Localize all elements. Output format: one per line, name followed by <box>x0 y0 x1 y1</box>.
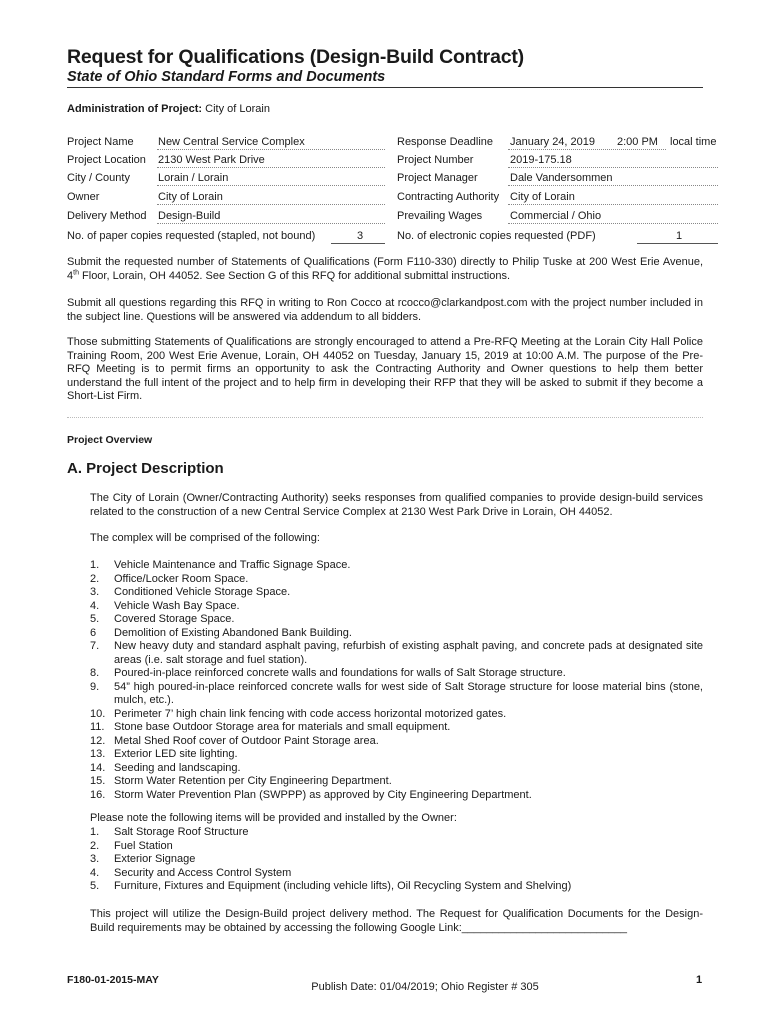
list-item-number: 7. <box>90 640 100 652</box>
owner-items-intro: Please note the following items will be provided and installed by the Owner: <box>90 812 457 824</box>
list-item-text: Metal Shed Roof cover of Outdoor Paint Storage area. <box>114 734 379 747</box>
project-location-label: Project Location <box>67 154 146 166</box>
document-subtitle: State of Ohio Standard Forms and Documents <box>67 69 386 85</box>
list-item <box>90 789 703 803</box>
list-item-text: Salt Storage Roof Structure <box>114 826 249 838</box>
title-rule <box>67 87 703 88</box>
section-a-title: A. Project Description <box>67 460 224 477</box>
contracting-authority-value: City of Lorain <box>510 191 575 203</box>
list-item-text: Exterior LED site lighting. <box>114 748 238 760</box>
list-item <box>90 840 703 854</box>
complex-components-list <box>90 559 703 802</box>
response-deadline-label: Response Deadline <box>397 136 494 148</box>
list-item-text: Poured-in-place reinforced concrete walls and foundations for walls of Salt Storage structure. <box>114 667 566 679</box>
delivery-method-underline <box>157 223 385 224</box>
list-item-text: Storm Water Retention per City Engineering Department. <box>114 775 392 787</box>
list-item-number: 8. <box>90 667 100 679</box>
list-item-text: Exterior Signage <box>114 853 196 865</box>
list-item <box>90 775 703 789</box>
list-item-number: 13. <box>90 748 106 760</box>
project-manager-value: Dale Vandersommen <box>510 172 613 184</box>
list-item <box>90 586 703 600</box>
electronic-copies-label: No. of electronic copies requested (PDF) <box>397 230 596 242</box>
list-item-text: Vehicle Wash Bay Space. <box>114 599 240 612</box>
response-deadline-time: 2:00 PM <box>617 136 658 148</box>
response-deadline-underline <box>508 149 666 150</box>
list-item <box>90 826 703 840</box>
page-number: 1 <box>696 974 703 986</box>
list-item <box>90 559 703 573</box>
list-item-number: 5. <box>90 880 100 892</box>
owner-value: City of Lorain <box>158 191 223 203</box>
project-number-underline <box>508 167 718 168</box>
delivery-method-label: Delivery Method <box>67 210 147 222</box>
list-item <box>90 627 703 641</box>
project-name-underline <box>157 149 385 150</box>
list-item-number: 11. <box>90 721 105 733</box>
list-item-text: Office/Locker Room Space. <box>114 572 249 585</box>
list-item-number: 3. <box>90 853 100 865</box>
project-number-label: Project Number <box>397 154 474 166</box>
list-item-text: Vehicle Maintenance and Traffic Signage Space. <box>114 559 351 571</box>
project-overview-heading: Project Overview <box>67 434 153 446</box>
project-number-value: 2019-175.18 <box>510 154 572 166</box>
electronic-copies-underline <box>637 243 718 244</box>
list-item-number: 4. <box>90 599 100 612</box>
list-item-text: Demolition of Existing Abandoned Bank Building. <box>114 626 352 639</box>
list-item-text: 54” high poured-in-place reinforced concrete walls for west side of Salt Storage structure for loose material bins (stone, mulch, etc.). <box>114 680 703 706</box>
list-item-number: 3. <box>90 586 100 598</box>
list-item-number: 16. <box>90 788 106 801</box>
project-location-value: 2130 West Park Drive <box>158 154 265 166</box>
list-item-text: Security and Access Control System <box>114 866 292 879</box>
city-county-underline <box>157 185 385 186</box>
submission-superscript: th <box>73 268 79 276</box>
list-item-text: Perimeter 7’ high chain link fencing with code access horizontal motorized gates. <box>114 707 507 720</box>
list-item-text: New heavy duty and standard asphalt paving, refurbish of existing asphalt paving, and concrete pads at designated site areas (i.e. salt storage and fuel station). <box>114 640 703 666</box>
list-item-number: 2. <box>90 839 100 852</box>
project-manager-label: Project Manager <box>397 172 478 184</box>
list-item-text: Covered Storage Space. <box>114 613 235 625</box>
complex-intro: The complex will be comprised of the following: <box>90 532 320 544</box>
list-item <box>90 867 703 881</box>
list-item-text: Storm Water Prevention Plan (SWPPP) as approved by City Engineering Department. <box>114 788 532 801</box>
list-item-text: Seeding and landscaping. <box>114 761 241 774</box>
list-item-number: 2. <box>90 572 100 585</box>
list-item <box>90 853 703 867</box>
list-item-number: 6 <box>90 626 97 639</box>
list-item <box>90 748 703 762</box>
list-item-text: Furniture, Fixtures and Equipment (including vehicle lifts), Oil Recycling System and Shelving) <box>114 880 572 892</box>
delivery-method-value: Design-Build <box>158 210 221 222</box>
list-item-number: 10. <box>90 707 106 720</box>
list-item-text: Stone base Outdoor Storage area for materials and small equipment. <box>114 721 451 733</box>
list-item-number: 5. <box>90 613 100 625</box>
prevailing-wages-value: Commercial / Ohio <box>510 210 602 222</box>
list-item-number: 1. <box>90 559 100 571</box>
prevailing-wages-underline <box>508 223 718 224</box>
list-item-text: Conditioned Vehicle Storage Space. <box>114 586 291 598</box>
questions-paragraph: Submit all questions regarding this RFQ in writing to Ron Cocco at rcocco@clarkandpost.com with the project number included in the subject line. Questions will be answered via addendum to all bidders. <box>67 297 703 323</box>
submission-text-a: Submit the requested number of Statements of Qualifications (Form F110-330) directly to Philip Tuske at 200 West Erie Avenue, 4 <box>67 256 703 282</box>
list-item <box>90 573 703 587</box>
project-location-underline <box>157 167 385 168</box>
list-item <box>90 880 703 894</box>
list-item <box>90 613 703 627</box>
list-item-text: Fuel Station <box>114 839 173 852</box>
list-item-number: 9. <box>90 680 100 693</box>
project-name-label: Project Name <box>67 136 134 148</box>
list-item <box>90 681 703 708</box>
administration-value: City of Lorain <box>205 103 270 115</box>
list-item <box>90 667 703 681</box>
list-item-number: 15. <box>90 775 106 787</box>
prevailing-wages-label: Prevailing Wages <box>397 210 483 222</box>
list-item <box>90 640 703 667</box>
list-item <box>90 708 703 722</box>
city-county-value: Lorain / Lorain <box>158 172 229 184</box>
owner-provided-items-list <box>90 826 703 894</box>
owner-underline <box>157 204 385 205</box>
list-item <box>90 721 703 735</box>
project-description-intro: The City of Lorain (Owner/Contracting Authority) seeks responses from qualified companies to provide design-build services related to the construction of a new Central Service Complex at 2130 West Park Drive in Lorain, OH 44052. <box>90 492 703 518</box>
administration-label: Administration of Project: <box>67 103 203 115</box>
electronic-copies-value: 1 <box>676 230 683 242</box>
contracting-authority-label: Contracting Authority <box>397 191 500 203</box>
document-title: Request for Qualifications (Design-Build Contract) <box>67 46 524 68</box>
submission-text-b: Floor, Lorain, OH 44052. See Section G of this RFQ for additional submittal instructions. <box>78 269 511 282</box>
paper-copies-underline <box>331 243 385 244</box>
closing-paragraph: This project will utilize the Design-Build project delivery method. The Request for Qualification Documents for the Design-Build requirements may be obtained by accessing the following Google Link:___________________________ <box>90 908 703 934</box>
paper-copies-label: No. of paper copies requested (stapled, not bound) <box>67 230 316 242</box>
list-item-number: 4. <box>90 866 100 879</box>
list-item-number: 12. <box>90 734 106 747</box>
project-manager-underline <box>508 185 718 186</box>
city-county-label: City / County <box>67 172 130 184</box>
list-item <box>90 600 703 614</box>
paper-copies-value: 3 <box>357 230 364 242</box>
publish-date: Publish Date: 01/04/2019; Ohio Register # 305 <box>311 981 539 993</box>
response-deadline-date: January 24, 2019 <box>510 136 596 148</box>
owner-label: Owner <box>67 191 100 203</box>
response-deadline-suffix: local time <box>670 136 717 148</box>
section-separator <box>67 417 703 418</box>
contracting-authority-underline <box>508 204 718 205</box>
list-item <box>90 762 703 776</box>
list-item <box>90 735 703 749</box>
list-item-number: 1. <box>90 826 100 838</box>
submission-instructions <box>67 256 703 283</box>
form-code: F180-01-2015-MAY <box>67 974 159 986</box>
list-item-number: 14. <box>90 761 106 774</box>
administration-line <box>67 103 270 115</box>
pre-rfq-paragraph: Those submitting Statements of Qualifications are strongly encouraged to attend a Pre-RFQ Meeting at the Lorain City Hall Police Training Room, 200 West Erie Avenue, Lorain, OH 44052 on Tuesday, January 15, 2019 at 10:00 A.M. The purpose of the Pre-RFQ Meeting is to permit firms an opportunity to ask the Contracting Authority and Owner questions to help them better understand the full intent of the project and to help firm in developing their RFP that they will be asked to submit if they become a Short-List Firm. <box>67 336 703 403</box>
project-name-value: New Central Service Complex <box>158 136 305 148</box>
